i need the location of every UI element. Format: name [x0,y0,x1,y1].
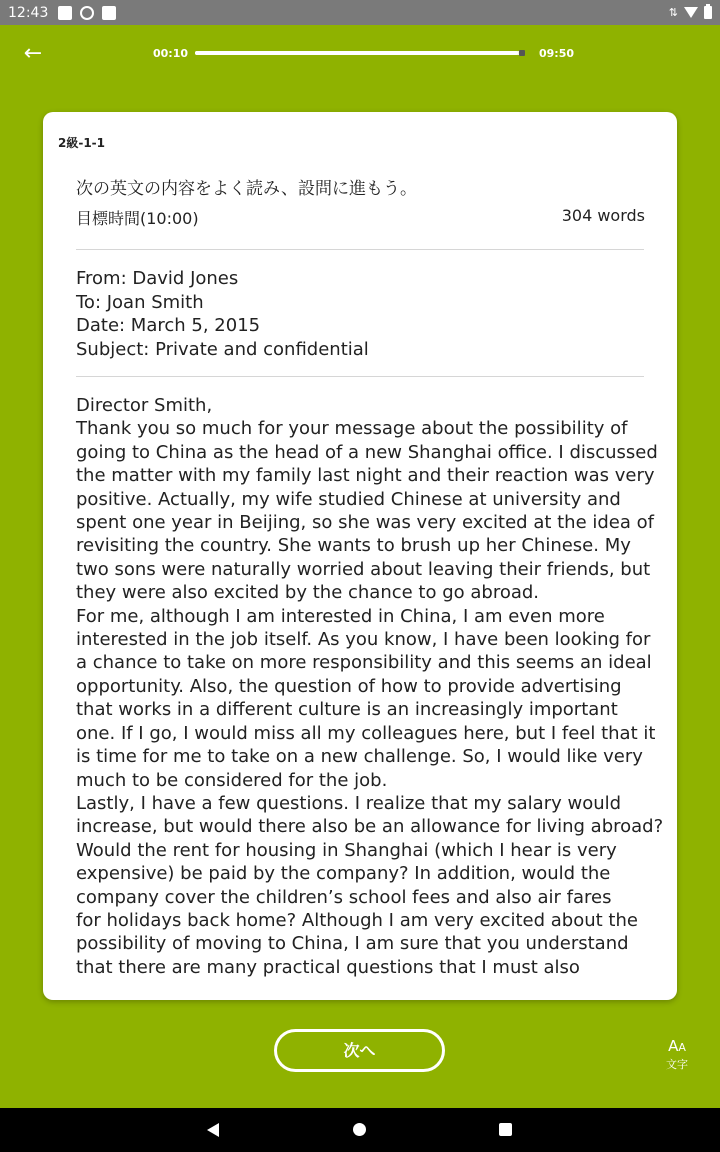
nav-back-icon[interactable] [207,1123,219,1137]
wifi-icon [684,7,698,18]
audio-progress-bar[interactable] [195,51,525,55]
divider [76,376,644,377]
passage-line: positive. Actually, my wife studied Chinese at university and [76,488,621,510]
status-right [669,6,712,19]
image-icon [58,6,72,20]
battery-icon [704,6,712,19]
data-arrows-icon: ⇅ [668,6,678,19]
back-arrow-icon: ← [23,41,43,66]
passage-line: spent one year in Beijing, so she was very excited at the idea of [76,512,654,534]
level-code: 2級-1-1 [58,136,106,150]
passage-line: revisiting the country. She wants to brush up her Chinese. My [76,535,631,557]
font-size-button[interactable] [657,1037,697,1077]
font-size-label: 文字 [666,1058,688,1071]
email-from: From: David Jones [76,268,239,289]
email-subject: Subject: Private and confidential [76,338,369,360]
passage-line: one. If I go, I would miss all my colleagues here, but I feel that it [76,722,656,744]
passage-line: going to China as the head of a new Shanghai office. I discussed [76,441,658,463]
remaining-time: 09:50 [539,47,575,60]
passage-line: they were also excited by the chance to go abroad. [76,582,540,604]
passage-body [76,394,664,979]
next-button[interactable]: 次へ [274,1029,445,1072]
passage-line: that works in a different culture is an increasingly important [76,699,618,721]
passage-line: that there are many practical questions that I must also [76,956,580,978]
status-time: 12:43 [8,4,49,21]
passage-line: increase, but would there also be an allowance for living abroad? [76,816,664,838]
passage-line: expensive) be paid by the company? In addition, would the [76,863,611,885]
info-icon [80,6,94,20]
passage-line: the matter with my family last night and their reaction was very [76,465,655,487]
passage-line: company cover the children’s school fees and also air fares [76,886,612,908]
home-icon [102,6,116,20]
passage-line: two sons were naturally worried about leaving their friends, but [76,558,651,580]
passage-line: For me, although I am interested in China, I am even more [76,605,605,627]
passage-line: Would the rent for housing in Shanghai (which I hear is very [76,839,617,861]
divider [76,249,644,250]
status-bar [0,0,720,25]
email-to: To: Joan Smith [76,291,204,313]
email-date: Date: March 5, 2015 [76,315,261,336]
passage-line: Director Smith, [76,395,213,416]
progress-fill [195,51,518,55]
progress-knob[interactable] [519,50,525,56]
passage-line: possibility of moving to China, I am sure that you understand [76,933,629,955]
back-button[interactable] [18,40,48,70]
elapsed-time: 00:10 [153,47,189,60]
target-time: 目標時間(10:00) [76,209,199,228]
system-nav-bar [0,1108,720,1152]
passage-line: interested in the job itself. As you know, I have been looking for [76,629,651,651]
passage-line: opportunity. Also, the question of how to provide advertising [76,675,622,697]
nav-recents-icon[interactable] [499,1123,512,1136]
font-size-icon: AA [668,1037,686,1055]
passage-line: Thank you so much for your message about the possibility of [76,418,628,440]
word-count: 304 words [561,206,645,225]
passage-line: Lastly, I have a few questions. I realize that my salary would [76,792,622,814]
instruction-text: 次の英文の内容をよく読み、設問に進もう。 [76,179,418,199]
reading-card [43,112,677,1000]
passage-line: is time for me to take on a new challenge. So, I would like very [76,746,643,768]
nav-home-icon[interactable] [353,1123,366,1136]
email-header [76,267,369,361]
passage-line: for holidays back home? Although I am very excited about the [76,909,638,931]
passage-line: a chance to take on more responsibility and this seems an ideal [76,652,652,674]
passage-line: much to be considered for the job. [76,769,388,791]
